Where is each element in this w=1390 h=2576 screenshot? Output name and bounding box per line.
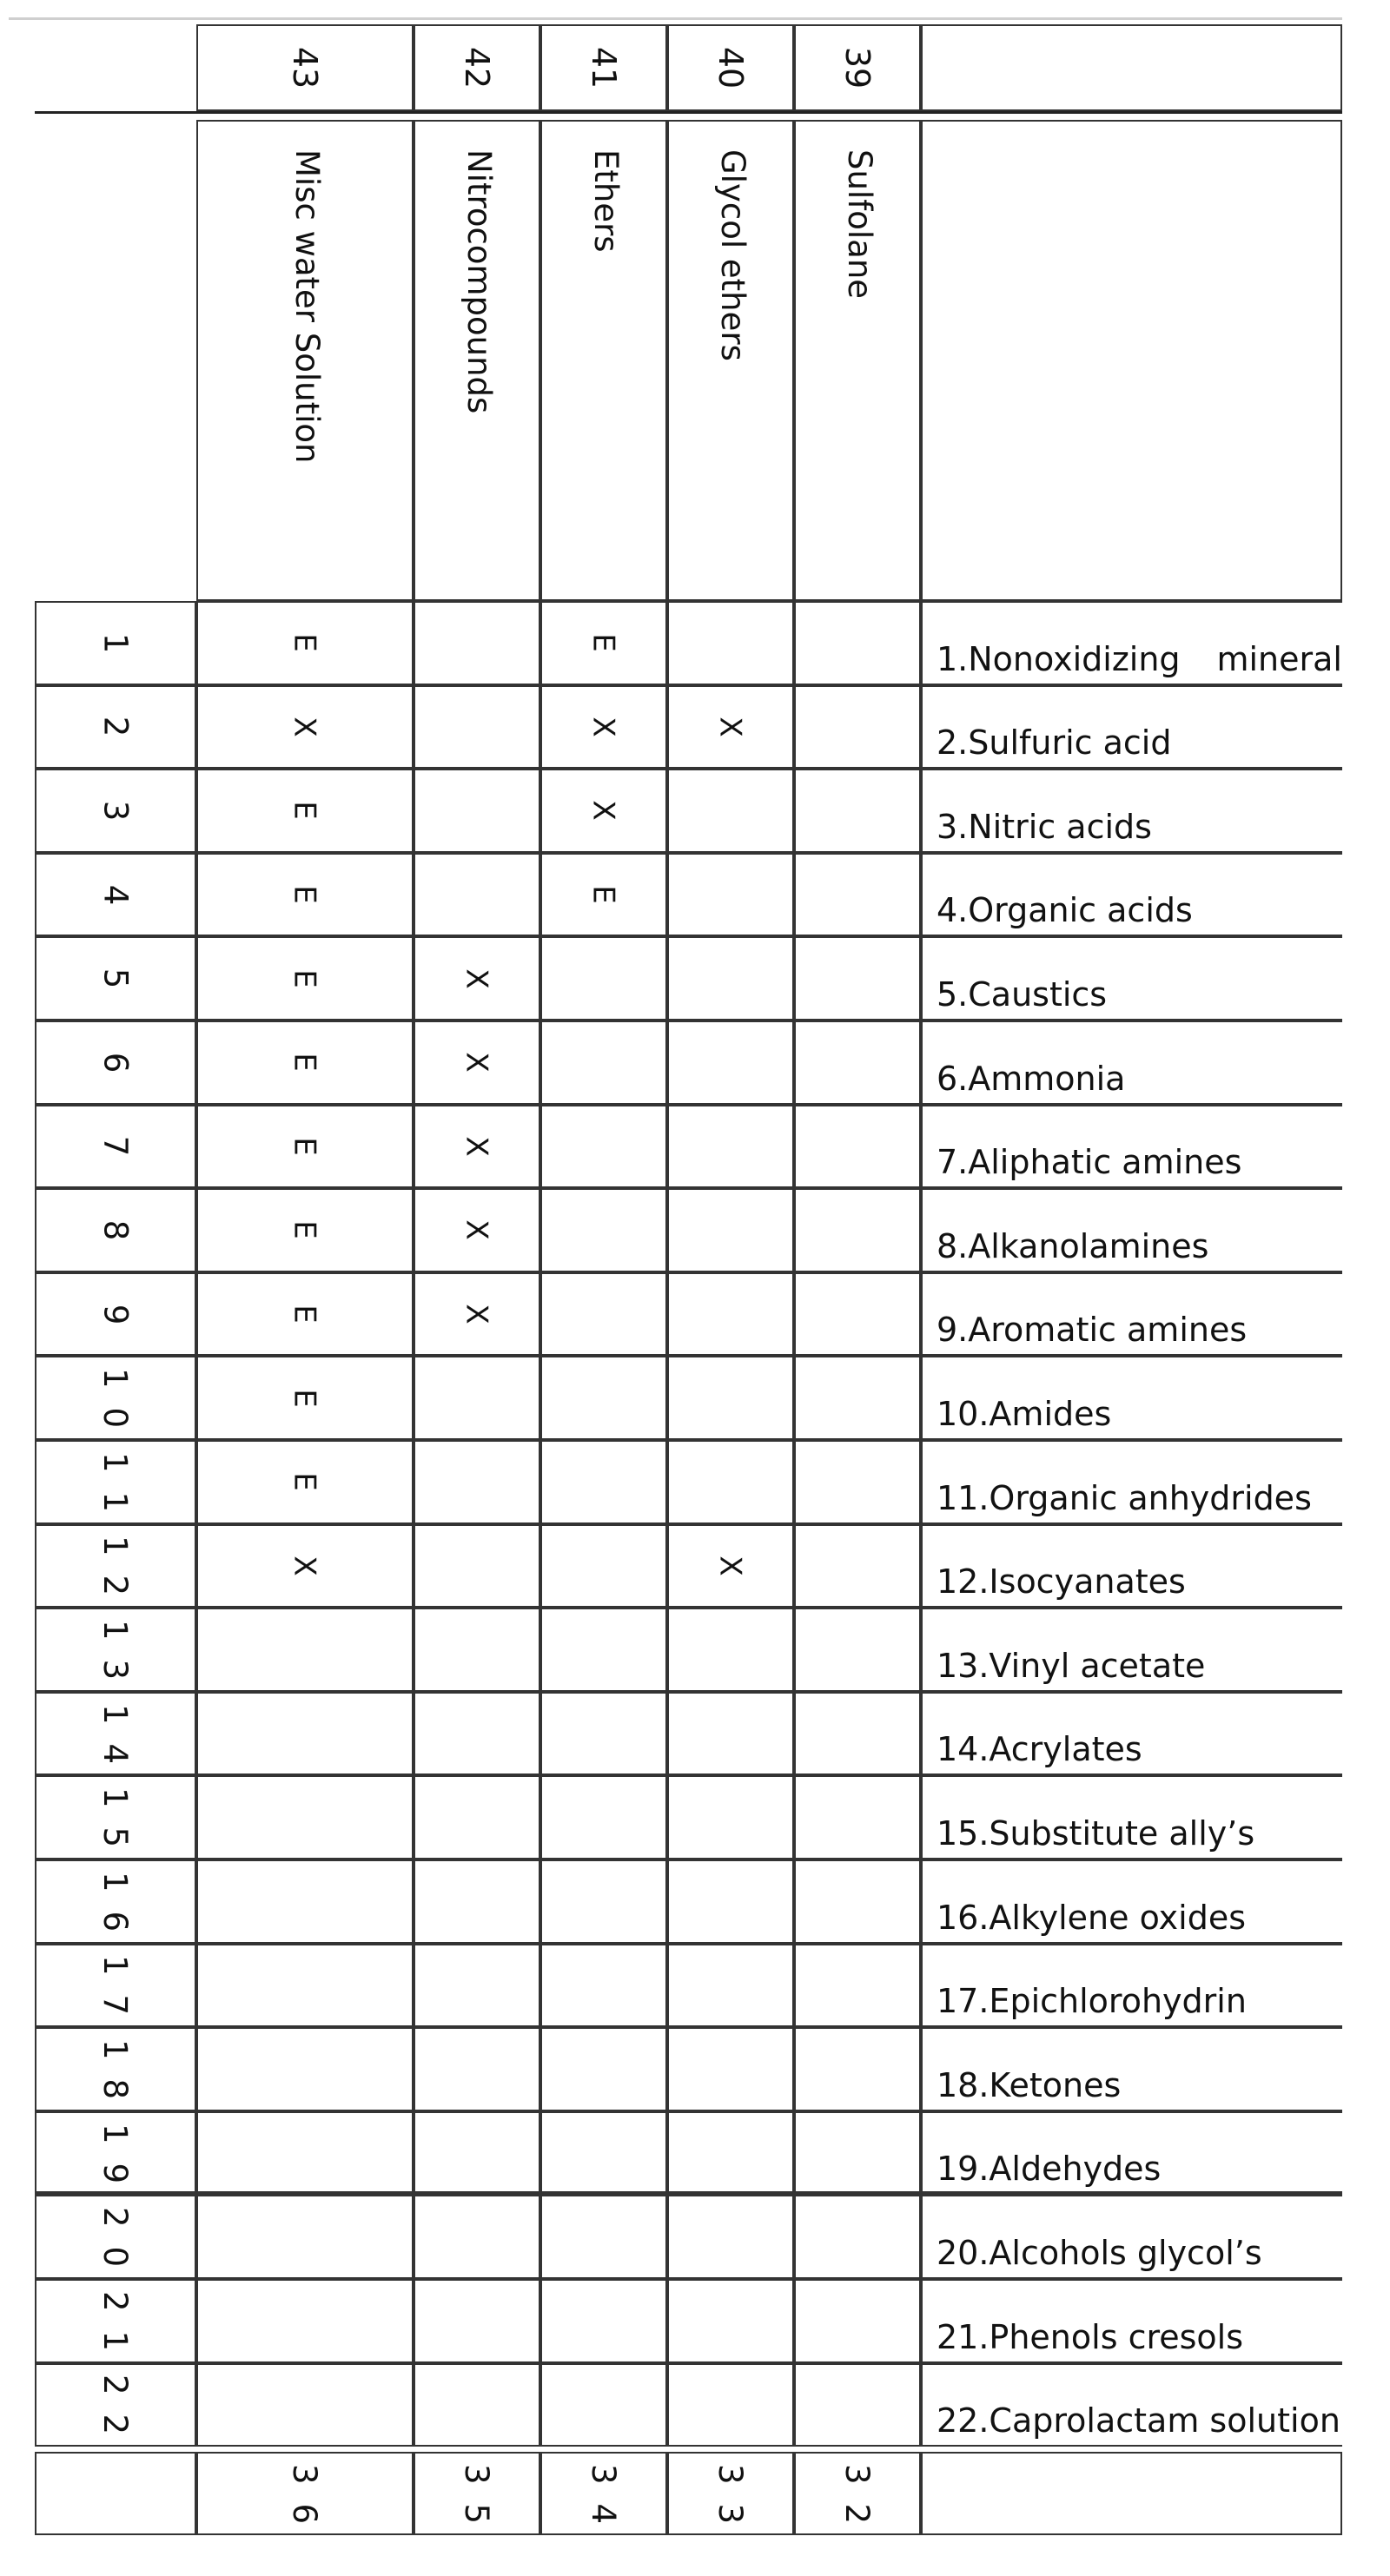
row-number-cell (35, 1440, 196, 1524)
row-label: 8.Alkanolamines (937, 1226, 1209, 1265)
row-label: 22.Caprolactam solution (937, 2401, 1340, 2441)
column-id: 39 (837, 46, 877, 89)
mark-cell (667, 2111, 794, 2196)
header-corner-blank (0, 24, 196, 111)
mark-cell (414, 853, 540, 937)
mark-cell (414, 601, 540, 685)
mark-cell (414, 2027, 540, 2111)
bottom-number: 3 5 (458, 2463, 496, 2524)
row-number-cell (35, 1608, 196, 1692)
compatibility-mark: X (586, 800, 621, 822)
mark-cell (414, 1105, 540, 1189)
row-label-cell (921, 2363, 1342, 2447)
mark-cell (414, 2195, 540, 2279)
mark-cell (414, 2279, 540, 2363)
compatibility-mark: E (287, 968, 322, 988)
mark-cell (196, 2027, 414, 2111)
mark-cell (540, 1692, 667, 1776)
mark-cell (196, 1859, 414, 1944)
column-id: 40 (711, 46, 750, 89)
row-number: 2 2 (96, 2375, 135, 2435)
row-number-cell (35, 601, 196, 685)
row-label-cell (921, 1020, 1342, 1105)
mark-cell (667, 936, 794, 1020)
row-label-cell (921, 1524, 1342, 1608)
mark-cell (414, 685, 540, 769)
mark-cell (794, 1105, 921, 1189)
compatibility-mark: E (287, 633, 322, 653)
mark-cell (794, 1272, 921, 1357)
mark-cell (196, 1944, 414, 2028)
row-label-cell (921, 2027, 1342, 2111)
mark-cell (414, 1775, 540, 1859)
mark-cell (540, 2111, 667, 2196)
mark-cell (794, 1356, 921, 1440)
row-number: 1 2 (96, 1536, 135, 1596)
row-number: 5 (96, 968, 135, 989)
column-id-cell-41 (540, 24, 667, 111)
mark-cell (667, 1188, 794, 1272)
bottom-number-cell (667, 2452, 794, 2535)
mark-cell (196, 1356, 414, 1440)
mark-cell (196, 1440, 414, 1524)
mark-cell (794, 853, 921, 937)
row-number: 1 1 (96, 1451, 135, 1512)
mark-cell (414, 2363, 540, 2447)
mark-cell (540, 1524, 667, 1608)
row-label: 7.Aliphatic amines (937, 1143, 1242, 1182)
row-label-cell (921, 1608, 1342, 1692)
row-label-cell (921, 2111, 1342, 2196)
bottom-number: 3 2 (838, 2463, 877, 2524)
mark-cell (794, 2363, 921, 2447)
row-label-cell (921, 853, 1342, 937)
bottom-number-cell (196, 2452, 414, 2535)
row-label: 5.Caustics (937, 974, 1108, 1014)
row-number-cell (35, 2111, 196, 2196)
mark-cell (540, 2027, 667, 2111)
group-separator-rule (35, 2191, 1342, 2193)
compatibility-mark: E (287, 1388, 322, 1408)
compatibility-mark: E (586, 885, 621, 904)
column-id: 42 (457, 46, 496, 89)
mark-cell (667, 1272, 794, 1357)
row-label-cell (921, 769, 1342, 853)
column-name-cell-43 (196, 120, 414, 601)
mark-cell (667, 685, 794, 769)
mark-cell (196, 1272, 414, 1357)
column-id-cell-42 (414, 24, 540, 111)
mark-cell (667, 1692, 794, 1776)
mark-cell (794, 2027, 921, 2111)
row-label: 1.Nonoxidizing mineral (937, 639, 1342, 678)
row-label: 18.Ketones (937, 2065, 1122, 2104)
row-number: 2 1 (96, 2290, 135, 2351)
row-label: 19.Aldehydes (937, 2150, 1162, 2189)
mark-cell (540, 2279, 667, 2363)
row-number: 8 (96, 1219, 135, 1241)
mark-cell (540, 1020, 667, 1105)
row-number-cell (35, 1356, 196, 1440)
row-label: 13.Vinyl acetate (937, 1646, 1206, 1685)
mark-cell (794, 685, 921, 769)
mark-cell (540, 1608, 667, 1692)
row-number: 7 (96, 1136, 135, 1157)
mark-cell (540, 1440, 667, 1524)
mark-cell (196, 685, 414, 769)
mark-cell (540, 1105, 667, 1189)
column-name: Nitrocompounds (460, 149, 498, 414)
row-label-cell (921, 1188, 1342, 1272)
row-label-cell (921, 1859, 1342, 1944)
bottom-number: 3 6 (286, 2463, 324, 2524)
bottom-number-cell (794, 2452, 921, 2535)
column-name: Sulfolane (841, 149, 878, 300)
compatibility-mark: X (459, 1219, 494, 1241)
row-label: 20.Alcohols glycol’s (937, 2233, 1262, 2272)
mark-cell (540, 601, 667, 685)
compatibility-mark: E (287, 1305, 322, 1324)
mark-cell (540, 2363, 667, 2447)
row-label: 9.Aromatic amines (937, 1311, 1248, 1350)
mark-cell (196, 936, 414, 1020)
row-number-cell (35, 1105, 196, 1189)
bottom-number: 3 4 (585, 2463, 623, 2524)
row-number: 9 (96, 1304, 135, 1324)
mark-cell (667, 1356, 794, 1440)
mark-cell (667, 1608, 794, 1692)
column-id-cell-40 (667, 24, 794, 111)
row-label-cell (921, 1356, 1342, 1440)
row-number-cell (35, 936, 196, 1020)
compatibility-mark: E (287, 1137, 322, 1156)
mark-cell (540, 1859, 667, 1944)
mark-cell (794, 1692, 921, 1776)
row-number: 2 (96, 717, 135, 737)
mark-cell (414, 1944, 540, 2028)
compatibility-mark: X (712, 717, 748, 737)
row-label-cell (921, 1692, 1342, 1776)
mark-cell (414, 1188, 540, 1272)
row-number: 4 (96, 884, 135, 905)
mark-cell (794, 1859, 921, 1944)
compatibility-mark: X (586, 717, 621, 737)
mark-cell (794, 936, 921, 1020)
compatibility-mark: X (712, 1556, 748, 1576)
row-label-cell (921, 1105, 1342, 1189)
mark-cell (794, 1944, 921, 2028)
row-label-cell (921, 1272, 1342, 1357)
row-number-cell (35, 1272, 196, 1357)
mark-cell (196, 769, 414, 853)
compatibility-mark: X (459, 1052, 494, 1073)
mark-cell (414, 1020, 540, 1105)
mark-cell (667, 2279, 794, 2363)
mark-cell (667, 853, 794, 937)
row-number: 2 0 (96, 2207, 135, 2268)
compatibility-mark: E (586, 633, 621, 653)
compatibility-mark: X (459, 1136, 494, 1157)
mark-cell (794, 1440, 921, 1524)
row-number-cell (35, 1692, 196, 1776)
mark-cell (196, 1608, 414, 1692)
mark-cell (196, 1020, 414, 1105)
row-label-cell (921, 2279, 1342, 2363)
mark-cell (540, 2195, 667, 2279)
row-number: 1 3 (96, 1619, 135, 1681)
compatibility-mark: X (459, 968, 494, 989)
row-label: 12.Isocyanates (937, 1562, 1186, 1602)
row-number-cell (35, 1944, 196, 2028)
row-number-cell (35, 1188, 196, 1272)
mark-cell (667, 769, 794, 853)
row-number: 1 7 (96, 1955, 135, 2016)
mark-cell (794, 601, 921, 685)
row-label: 3.Nitric acids (937, 807, 1152, 846)
mark-cell (540, 685, 667, 769)
compatibility-mark: X (287, 1556, 322, 1576)
row-label: 11.Organic anhydrides (937, 1478, 1312, 1517)
mark-cell (414, 1524, 540, 1608)
row-label-cell (921, 601, 1342, 685)
mark-cell (540, 1356, 667, 1440)
mark-cell (540, 1272, 667, 1357)
mark-cell (540, 769, 667, 853)
row-label-cell (921, 1944, 1342, 2028)
row-number-cell (35, 685, 196, 769)
column-id: 43 (285, 46, 324, 89)
mark-cell (414, 1692, 540, 1776)
mark-cell (667, 1859, 794, 1944)
mark-cell (414, 1272, 540, 1357)
bottom-label-blank (921, 2452, 1342, 2535)
mark-cell (196, 1692, 414, 1776)
compatibility-mark: E (287, 801, 322, 821)
mark-cell (667, 1020, 794, 1105)
mark-cell (794, 1020, 921, 1105)
row-label: 16.Alkylene oxides (937, 1898, 1247, 1937)
column-name-label-blank (921, 120, 1342, 601)
mark-cell (794, 1608, 921, 1692)
mark-cell (196, 601, 414, 685)
row-number-cell (35, 1775, 196, 1859)
row-label: 4.Organic acids (937, 891, 1193, 930)
row-number-cell (35, 1524, 196, 1608)
row-number: 1 (96, 632, 135, 654)
mark-cell (414, 1608, 540, 1692)
row-label: 17.Epichlorohydrin (937, 1982, 1247, 2021)
row-label: 14.Acrylates (937, 1730, 1142, 1769)
header-divider-rule (35, 111, 1342, 114)
compatibility-mark: E (287, 885, 322, 904)
row-label-cell (921, 685, 1342, 769)
row-number: 3 (96, 800, 135, 822)
mark-cell (667, 2363, 794, 2447)
row-number-cell (35, 2279, 196, 2363)
compatibility-mark: E (287, 1472, 322, 1492)
column-name: Ethers (587, 149, 625, 253)
mark-cell (196, 2279, 414, 2363)
mark-cell (667, 2195, 794, 2279)
row-number: 6 (96, 1052, 135, 1073)
column-id-cell-39 (794, 24, 921, 111)
row-number: 1 9 (96, 2123, 135, 2183)
mark-cell (540, 1188, 667, 1272)
row-number: 1 8 (96, 2038, 135, 2100)
column-id: 41 (584, 46, 623, 89)
bottom-corner-blank (35, 2452, 196, 2535)
mark-cell (540, 936, 667, 1020)
row-number-cell (35, 769, 196, 853)
row-label-cell (921, 936, 1342, 1020)
mark-cell (414, 1356, 540, 1440)
row-number: 1 5 (96, 1787, 135, 1848)
column-name: Glycol ethers (714, 149, 751, 361)
mark-cell (414, 936, 540, 1020)
mark-cell (794, 2279, 921, 2363)
row-number-cell (35, 2363, 196, 2447)
mark-cell (540, 853, 667, 937)
mark-cell (667, 2027, 794, 2111)
column-name-cell-41 (540, 120, 667, 601)
mark-cell (414, 1859, 540, 1944)
row-number: 1 4 (96, 1703, 135, 1764)
row-number: 1 6 (96, 1871, 135, 1932)
row-label: 15.Substitute ally’s (937, 1813, 1255, 1853)
mark-cell (794, 2111, 921, 2196)
mark-cell (414, 769, 540, 853)
mark-cell (540, 1944, 667, 2028)
mark-cell (794, 2195, 921, 2279)
compatibility-mark: E (287, 1220, 322, 1240)
row-number-cell (35, 2027, 196, 2111)
compatibility-mark: X (287, 717, 322, 737)
mark-cell (196, 1775, 414, 1859)
column-name-cell-42 (414, 120, 540, 601)
mark-cell (196, 2195, 414, 2279)
mark-cell (794, 769, 921, 853)
mark-cell (667, 601, 794, 685)
mark-cell (196, 2363, 414, 2447)
bottom-number: 3 3 (712, 2463, 750, 2524)
mark-cell (196, 2111, 414, 2196)
mark-cell (794, 1775, 921, 1859)
mark-cell (414, 2111, 540, 2196)
column-id-cell-43 (196, 24, 414, 111)
mark-cell (196, 853, 414, 937)
row-number-cell (35, 1859, 196, 1944)
compatibility-mark: X (459, 1304, 494, 1324)
row-number-cell (35, 853, 196, 937)
mark-cell (794, 1188, 921, 1272)
row-number-cell (35, 2195, 196, 2279)
mark-cell (667, 1524, 794, 1608)
mark-cell (196, 1188, 414, 1272)
column-name-cell-40 (667, 120, 794, 601)
mark-cell (794, 1524, 921, 1608)
header-label-blank (921, 24, 1342, 111)
bottom-number-cell (540, 2452, 667, 2535)
mark-cell (667, 1775, 794, 1859)
row-label: 21.Phenols cresols (937, 2317, 1244, 2356)
mark-cell (196, 1105, 414, 1189)
column-name: Misc water Solution (288, 149, 326, 464)
row-label: 6.Ammonia (937, 1059, 1126, 1098)
row-number: 1 0 (96, 1368, 135, 1429)
mark-cell (414, 1440, 540, 1524)
bottom-number-cell (414, 2452, 540, 2535)
mark-cell (667, 1105, 794, 1189)
row-label-cell (921, 2195, 1342, 2279)
row-label-cell (921, 1440, 1342, 1524)
row-label: 10.Amides (937, 1394, 1112, 1433)
mark-cell (667, 1944, 794, 2028)
row-label: 2.Sulfuric acid (937, 723, 1172, 763)
mark-cell (667, 1440, 794, 1524)
row-number-cell (35, 1020, 196, 1105)
compatibility-mark: E (287, 1053, 322, 1073)
row-label-cell (921, 1775, 1342, 1859)
column-name-cell-39 (794, 120, 921, 601)
page-top-rule (9, 17, 1342, 20)
mark-cell (540, 1775, 667, 1859)
mark-cell (196, 1524, 414, 1608)
